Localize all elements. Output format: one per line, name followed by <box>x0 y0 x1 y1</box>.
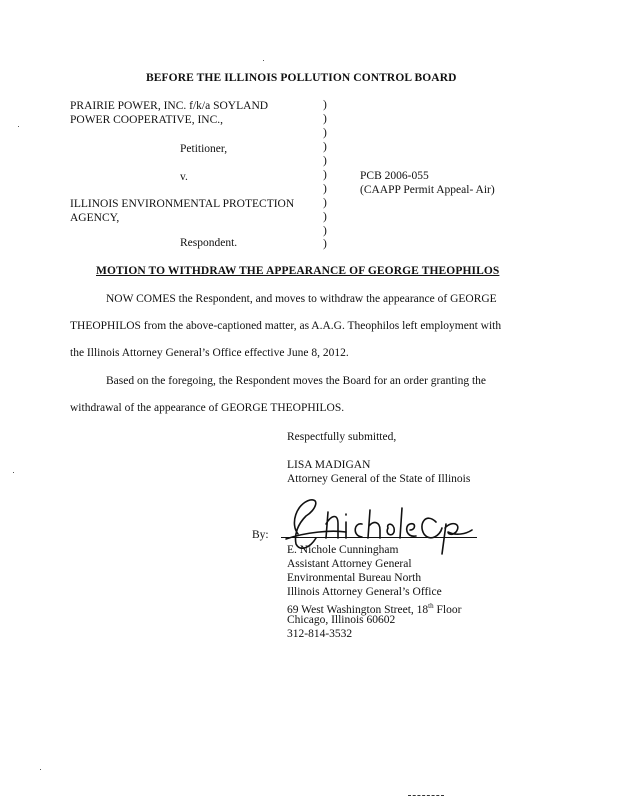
caption-paren: ) <box>323 99 327 111</box>
street-address-main: 69 West Washington Street, 18 <box>287 603 429 616</box>
scan-speck <box>18 126 19 127</box>
caption-paren: ) <box>323 155 327 167</box>
city-state-zip: Chicago, Illinois 60602 <box>287 614 396 626</box>
closing-respectfully: Respectfully submitted, <box>287 431 397 443</box>
caption-paren: ) <box>323 127 327 139</box>
respondent-name-line2: AGENCY, <box>70 212 120 224</box>
caption-paren: ) <box>323 225 327 237</box>
body-paragraph2-line1: Based on the foregoing, the Respondent moves the Board for an order granting the <box>106 375 487 387</box>
caption-paren: ) <box>323 141 327 153</box>
caption-paren: ) <box>323 211 327 223</box>
caption-paren: ) <box>323 113 327 125</box>
scan-speck <box>40 769 41 770</box>
body-paragraph1-line2: THEOPHILOS from the above-captioned matter, as A.A.G. Theophilos left employment with <box>70 320 502 332</box>
scan-speck <box>263 60 264 61</box>
street-address-ordinal: th <box>428 602 434 610</box>
case-number: PCB 2006-055 <box>360 170 429 182</box>
motion-title: MOTION TO WITHDRAW THE APPEARANCE OF GEORGE THEOPHILOS <box>96 265 500 277</box>
petitioner-name-line1: PRAIRIE POWER, INC. f/k/a SOYLAND <box>70 100 269 112</box>
versus-label: v. <box>180 171 188 183</box>
case-type: (CAAPP Permit Appeal- Air) <box>360 184 495 196</box>
court-heading: BEFORE THE ILLINOIS POLLUTION CONTROL BOARD <box>146 72 457 84</box>
respondent-name-line1: ILLINOIS ENVIRONMENTAL PROTECTION <box>70 198 295 210</box>
caption-paren: ) <box>323 197 327 209</box>
phone-number: 312-814-3532 <box>287 628 353 640</box>
attorney-general-name: LISA MADIGAN <box>287 459 371 471</box>
attorney-general-title: Attorney General of the State of Illinois <box>287 473 471 485</box>
respondent-role: Respondent. <box>180 237 238 249</box>
body-paragraph1-line1: NOW COMES the Respondent, and moves to withdraw the appearance of GEORGE <box>106 293 497 305</box>
signer-title: Assistant Attorney General <box>287 558 412 570</box>
bureau-name: Environmental Bureau North <box>287 572 422 584</box>
caption-paren: ) <box>323 238 327 250</box>
body-paragraph2-line2: withdrawal of the appearance of GEORGE THEOPHILOS. <box>70 402 345 414</box>
scan-edge-mark <box>408 795 444 796</box>
petitioner-name-line2: POWER COOPERATIVE, INC., <box>70 114 224 126</box>
caption-paren: ) <box>323 183 327 195</box>
signature-line <box>281 537 477 538</box>
street-address-floor: Floor <box>433 603 462 616</box>
by-label: By: <box>252 529 269 541</box>
office-name: Illinois Attorney General’s Office <box>287 586 442 598</box>
body-paragraph1-line3: the Illinois Attorney General’s Office effective June 8, 2012. <box>70 347 349 359</box>
scan-speck <box>13 472 14 473</box>
signer-name: E. Nichole Cunningham <box>287 544 399 556</box>
caption-paren: ) <box>323 169 327 181</box>
petitioner-role: Petitioner, <box>180 143 228 155</box>
